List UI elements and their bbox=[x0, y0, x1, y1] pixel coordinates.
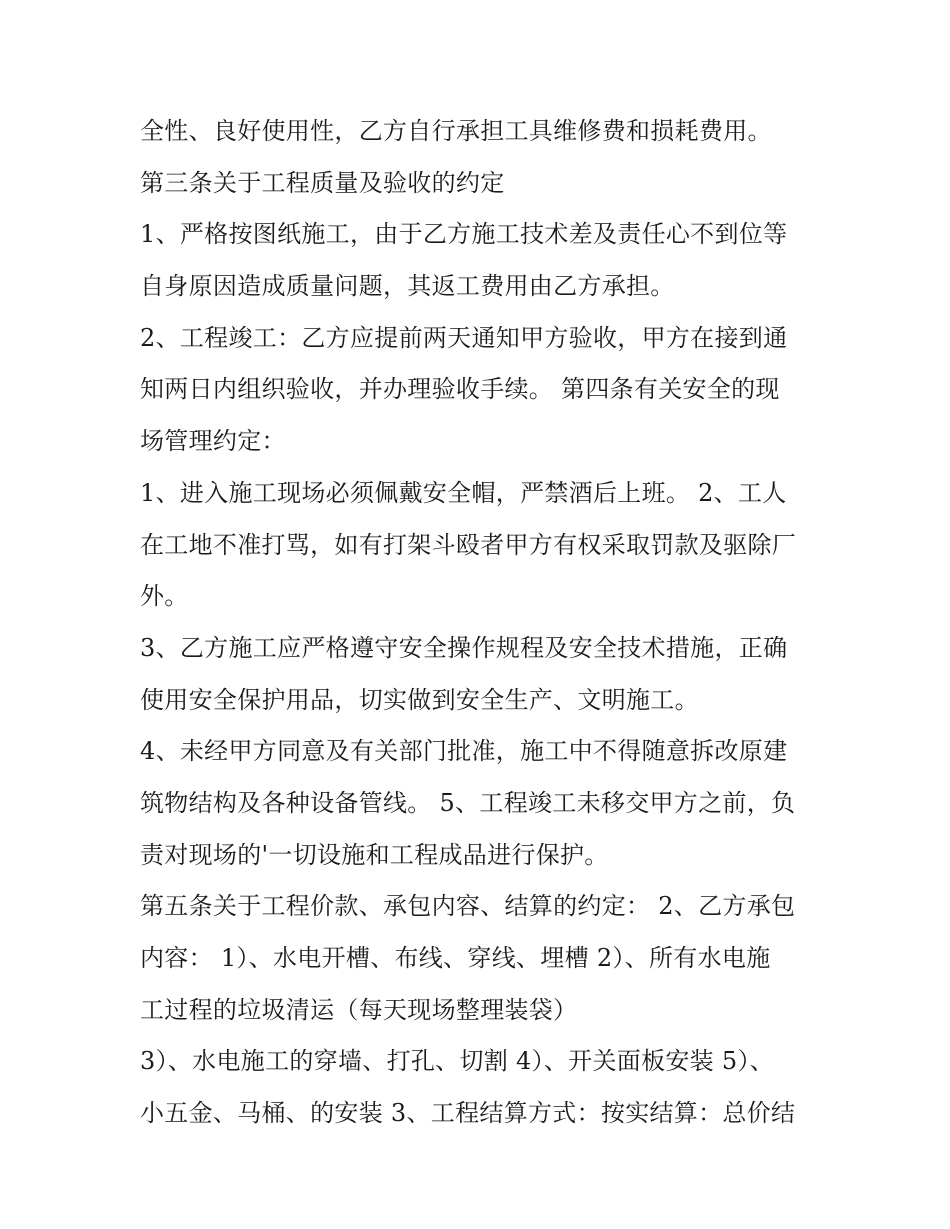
text-line: 在工地不准打骂，如有打架斗殴者甲方有权采取罚款及驱除厂 bbox=[140, 530, 797, 559]
text-line: 2、工程竣工：乙方应提前两天通知甲方验收，甲方在接到通 bbox=[140, 323, 788, 352]
text-line: 3）、水电施工的穿墙、打孔、切割 4）、开关面板安装 5）、 bbox=[140, 1047, 775, 1076]
text-line: 自身原因造成质量问题，其返工费用由乙方承担。 bbox=[140, 272, 675, 301]
text-line: 场管理约定： bbox=[140, 427, 286, 456]
text-line: 4、未经甲方同意及有关部门批准，施工中不得随意拆改原建 bbox=[140, 737, 788, 766]
section-heading: 第三条关于工程质量及验收的约定 bbox=[140, 168, 505, 197]
text-line: 全性、良好使用性，乙方自行承担工具维修费和损耗费用。 bbox=[140, 117, 772, 145]
text-line: 筑物结构及各种设备管线。 5、工程竣工未移交甲方之前，负 bbox=[140, 788, 796, 817]
text-line: 内容： 1）、水电开槽、布线、穿线、埋槽 2）、所有水电施 bbox=[140, 944, 771, 972]
text-line: 小五金、马桶、的安装 3、工程结算方式：按实结算：总价结 bbox=[140, 1099, 796, 1128]
text-line: 3、乙方施工应严格遵守安全操作规程及安全技术措施，正确 bbox=[140, 633, 788, 662]
text-line: 1、严格按图纸施工，由于乙方施工技术差及责任心不到位等 bbox=[140, 220, 788, 249]
contract-text bbox=[140, 106, 820, 1140]
text-line: 责对现场的'一切设施和工程成品进行保护。 bbox=[140, 840, 609, 869]
text-line: 使用安全保护用品，切实做到安全生产、文明施工。 bbox=[140, 685, 699, 714]
text-line: 1、进入施工现场必须佩戴安全帽，严禁酒后上班。 2、工人 bbox=[140, 478, 787, 507]
text-line: 工过程的垃圾清运（每天现场整理装袋） bbox=[140, 995, 578, 1024]
section-heading: 第五条关于工程价款、承包内容、结算的约定： 2、乙方承包 bbox=[140, 892, 796, 921]
text-line: 外。 bbox=[140, 582, 189, 611]
text-line: 知两日内组织验收，并办理验收手续。 第四条有关安全的现 bbox=[140, 375, 780, 404]
